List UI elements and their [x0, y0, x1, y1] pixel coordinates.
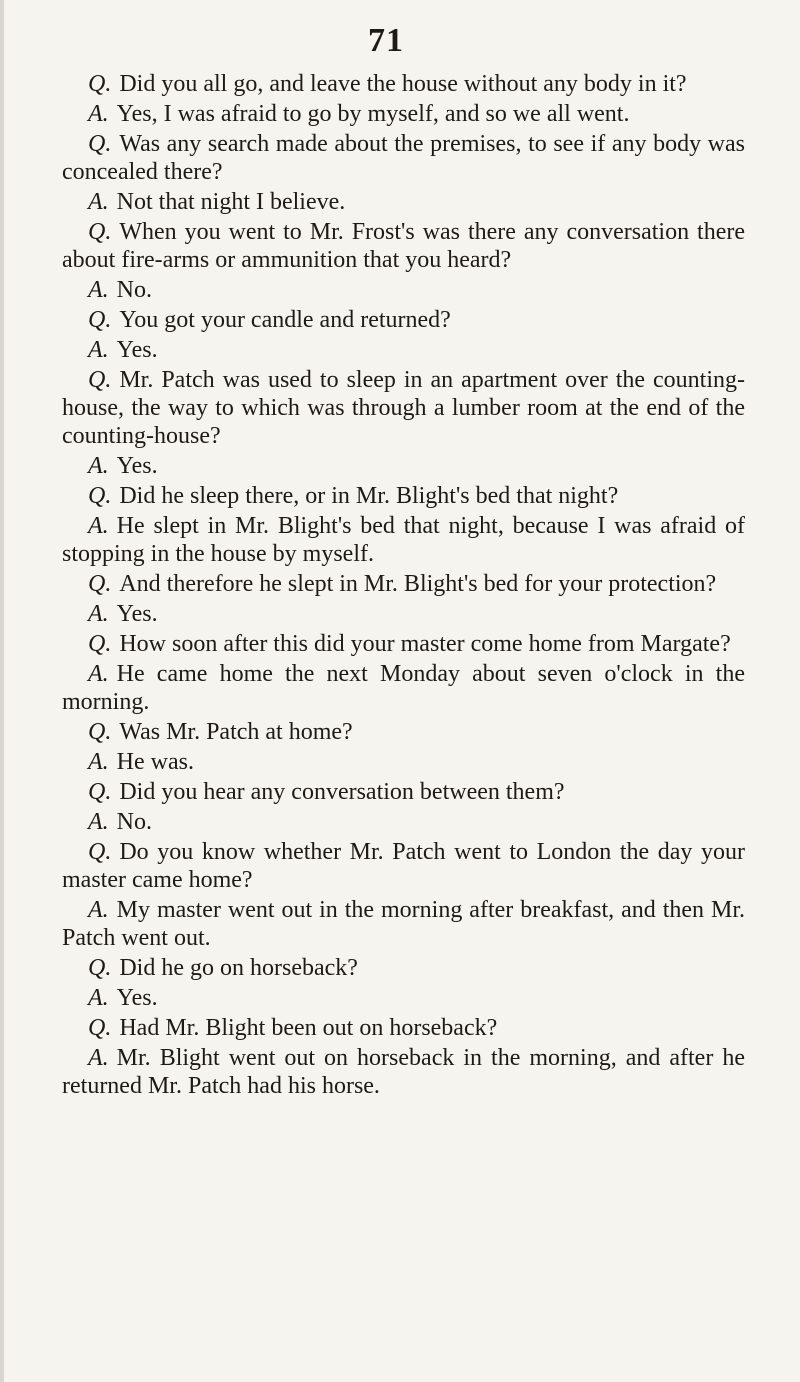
entry-text: Did you hear any conversation between them? — [119, 779, 565, 805]
qa-entry — [62, 336, 745, 364]
qa-entry — [62, 778, 745, 806]
entry-text: When you went to Mr. Frost's was there any conversation there about fire-arms or ammunition that you heard? — [62, 219, 745, 273]
entry-text: No. — [116, 277, 153, 303]
entry-text: Not that night I believe. — [116, 189, 346, 215]
entry-text: You got your candle and returned? — [119, 307, 451, 333]
speaker-marker: Q. — [88, 219, 112, 245]
speaker-marker: Q. — [88, 1015, 112, 1041]
speaker-marker: Q. — [88, 131, 112, 157]
speaker-marker: Q. — [88, 719, 112, 745]
speaker-marker: A. — [88, 453, 109, 479]
entry-text: Was any search made about the premises, to see if any body was concealed there? — [62, 131, 745, 185]
qa-entry — [62, 188, 745, 216]
entry-text: Yes. — [116, 985, 158, 1011]
qa-entry — [62, 482, 745, 510]
speaker-marker: A. — [88, 189, 109, 215]
qa-entry — [62, 954, 745, 982]
qa-entry — [62, 70, 745, 98]
entry-text: Did he sleep there, or in Mr. Blight's bed that night? — [119, 483, 619, 509]
qa-entry — [62, 512, 745, 568]
entry-text: And therefore he slept in Mr. Blight's bed for your protection? — [119, 571, 717, 597]
qa-entry — [62, 366, 745, 450]
speaker-marker: Q. — [88, 71, 112, 97]
qa-entry — [62, 1044, 745, 1100]
entry-text: My master went out in the morning after breakfast, and then Mr. Patch went out. — [62, 897, 745, 951]
entry-text: He came home the next Monday about seven o'clock in the morning. — [62, 661, 745, 715]
speaker-marker: A. — [88, 897, 109, 923]
qa-entry — [62, 100, 745, 128]
page-number: 71 — [368, 22, 404, 59]
speaker-marker: A. — [88, 601, 109, 627]
entry-text: No. — [116, 809, 153, 835]
qa-entry — [62, 1014, 745, 1042]
qa-entry — [62, 660, 745, 716]
entry-text: Yes. — [116, 337, 158, 363]
speaker-marker: Q. — [88, 779, 112, 805]
entry-text: He slept in Mr. Blight's bed that night, because I was afraid of stopping in the house by myself. — [62, 513, 745, 567]
speaker-marker: Q. — [88, 483, 112, 509]
entry-text: Do you know whether Mr. Patch went to London the day your master came home? — [62, 839, 745, 893]
qa-entry — [62, 570, 745, 598]
speaker-marker: A. — [88, 337, 109, 363]
speaker-marker: Q. — [88, 571, 112, 597]
qa-entry — [62, 748, 745, 776]
speaker-marker: Q. — [88, 955, 112, 981]
qa-entry — [62, 452, 745, 480]
entry-text: Mr. Blight went out on horseback in the morning, and after he returned Mr. Patch had his horse. — [62, 1045, 745, 1099]
entry-text: Yes. — [116, 453, 158, 479]
qa-entry — [62, 718, 745, 746]
qa-entry — [62, 218, 745, 274]
qa-entry — [62, 808, 745, 836]
testimony-text — [62, 70, 745, 1102]
qa-entry — [62, 306, 745, 334]
speaker-marker: A. — [88, 809, 109, 835]
qa-entry — [62, 630, 745, 658]
qa-entry — [62, 896, 745, 952]
entry-text: Yes. — [116, 601, 158, 627]
entry-text: Did you all go, and leave the house without any body in it? — [119, 71, 687, 97]
speaker-marker: Q. — [88, 307, 112, 333]
entry-text: Had Mr. Blight been out on horseback? — [119, 1015, 498, 1041]
speaker-marker: Q. — [88, 367, 112, 393]
qa-entry — [62, 984, 745, 1012]
speaker-marker: A. — [88, 1045, 109, 1071]
entry-text: Mr. Patch was used to sleep in an apartment over the counting-house, the way to which was through a lumber room at the end of the counting-house? — [62, 367, 745, 449]
speaker-marker: A. — [88, 661, 109, 687]
speaker-marker: A. — [88, 749, 109, 775]
entry-text: He was. — [116, 749, 194, 775]
speaker-marker: A. — [88, 101, 109, 127]
qa-entry — [62, 838, 745, 894]
entry-text: How soon after this did your master come home from Margate? — [119, 631, 731, 657]
speaker-marker: Q. — [88, 839, 112, 865]
speaker-marker: A. — [88, 277, 109, 303]
speaker-marker: A. — [88, 513, 109, 539]
entry-text: Was Mr. Patch at home? — [119, 719, 353, 745]
entry-text: Yes, I was afraid to go by myself, and so we all went. — [116, 101, 630, 127]
entry-text: Did he go on horseback? — [119, 955, 358, 981]
qa-entry — [62, 130, 745, 186]
qa-entry — [62, 600, 745, 628]
qa-entry — [62, 276, 745, 304]
speaker-marker: Q. — [88, 631, 112, 657]
speaker-marker: A. — [88, 985, 109, 1011]
